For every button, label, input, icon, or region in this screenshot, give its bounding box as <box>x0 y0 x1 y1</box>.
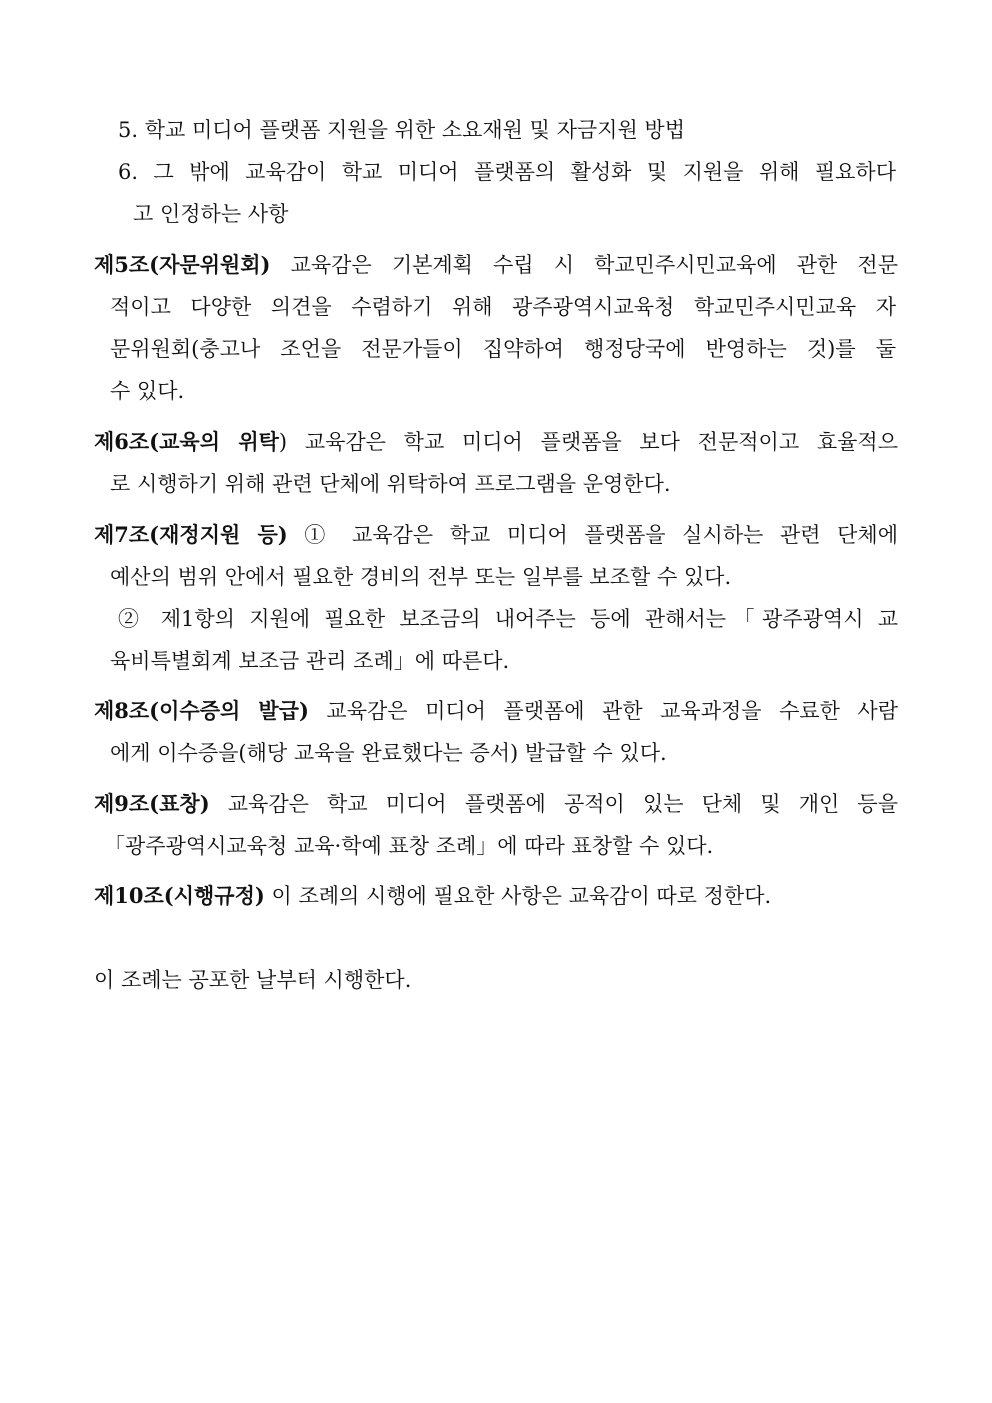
article-9-line2: 「광주광역시교육청 교육·학예 표창 조례」에 따라 표창할 수 있다. <box>104 834 714 858</box>
article-9-line1 <box>94 790 898 818</box>
article-5-line3: 문위원회(충고나 조언을 전문가들이 집약하여 행정당국에 반영하는 것)를 둘 <box>110 337 896 361</box>
article-7-heading: 제7조(재정지원 등) <box>94 522 288 547</box>
article-5-line4: 수 있다. <box>110 379 185 403</box>
article-9-heading: 제9조(표창) <box>94 791 210 816</box>
article-5-heading: 제5조(자문위원회) <box>94 252 271 277</box>
list-item-5: 5. 학교 미디어 플랫폼 지원을 위한 소요재원 및 자금지원 방법 <box>118 118 685 142</box>
article-8-line1 <box>94 697 898 725</box>
article-7-para2-line1: ② 제1항의 지원에 필요한 보조금의 내어주는 등에 관해서는「광주광역시 교 <box>118 607 898 631</box>
article-6-line1 <box>94 428 898 456</box>
article-8-line2: 에게 이수증을(해당 교육을 완료했다는 증서) 발급할 수 있다. <box>110 741 667 765</box>
article-6-heading: 제6조(교육의 위탁 <box>94 429 279 454</box>
article-7-text: ① 교육감은 학교 미디어 플랫폼을 실시하는 관련 단체에 <box>287 523 898 547</box>
article-10-line1 <box>94 882 771 910</box>
article-7-line2: 예산의 범위 안에서 필요한 경비의 전부 또는 일부를 보조할 수 있다. <box>110 565 732 589</box>
article-8-heading: 제8조(이수증의 발급) <box>94 698 309 723</box>
article-7-line1 <box>94 521 898 549</box>
list-item-6-line1: 6. 그 밖에 교육감이 학교 미디어 플랫폼의 활성화 및 지원을 위해 필요하다 <box>118 160 896 184</box>
article-5-text: 교육감은 기본계획 수립 시 학교민주시민교육에 관한 전문 <box>270 253 898 277</box>
list-item-6-line2: 고 인정하는 사항 <box>133 202 289 226</box>
article-9-text: 교육감은 학교 미디어 플랫폼에 공적이 있는 단체 및 개인 등을 <box>209 792 898 816</box>
addendum: 이 조례는 공포한 날부터 시행한다. <box>94 968 412 992</box>
article-8-text: 교육감은 미디어 플랫폼에 관한 교육과정을 수료한 사람 <box>308 699 898 723</box>
article-5-line2: 적이고 다양한 의견을 수렴하기 위해 광주광역시교육청 학교민주시민교육 자 <box>110 295 896 319</box>
article-10-text: 이 조례의 시행에 필요한 사항은 교육감이 따로 정한다. <box>264 884 772 908</box>
article-6-line2: 로 시행하기 위해 관련 단체에 위탁하여 프로그램을 운영한다. <box>110 472 671 496</box>
article-10-heading: 제10조(시행규정) <box>94 883 265 908</box>
article-5-line1 <box>94 251 898 279</box>
article-6-text: ) 교육감은 학교 미디어 플랫폼을 보다 전문적이고 효율적으 <box>278 430 898 454</box>
article-7-para2-line2: 육비특별회계 보조금 관리 조례」에 따른다. <box>110 649 510 673</box>
